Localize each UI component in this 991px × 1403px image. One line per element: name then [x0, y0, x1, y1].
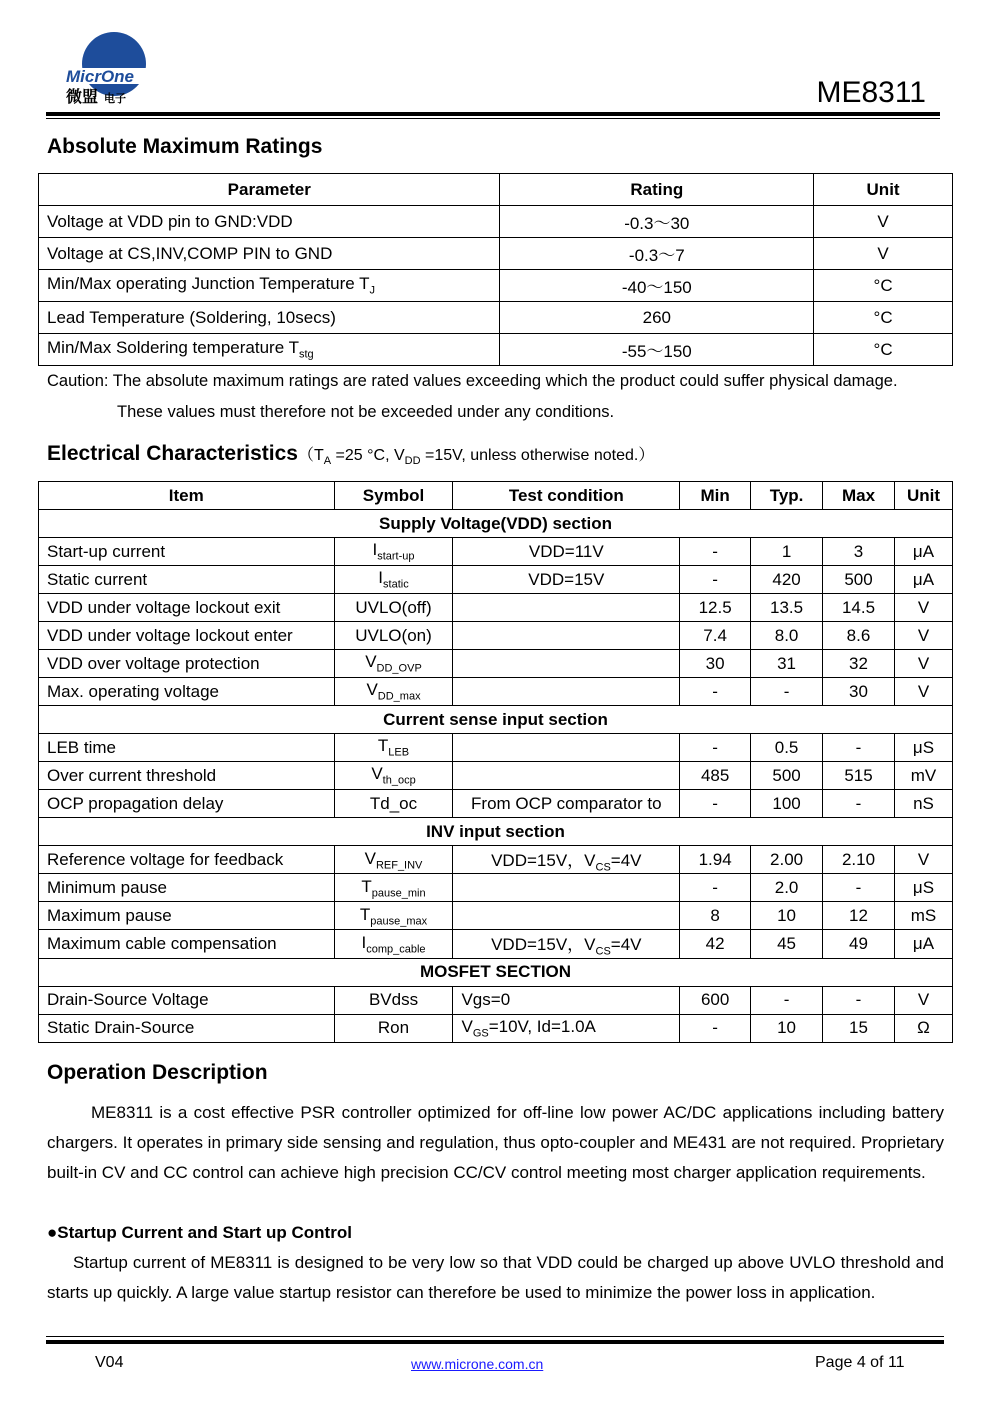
- ec-row: [39, 874, 953, 902]
- amr-parameter-cell: Min/Max Soldering temperature $T_{stg}$: [39, 334, 500, 366]
- ec-row: [39, 1014, 953, 1042]
- ec-typ-cell: 420: [751, 566, 823, 594]
- ec-title: [47, 442, 654, 467]
- ec-row: [39, 846, 953, 874]
- ec-item-cell: Maximum cable compensation: [39, 930, 335, 958]
- ec-unit-cell: μA: [894, 566, 952, 594]
- amr-rating-cell: -0.3～7: [500, 238, 814, 270]
- ec-section-row: [39, 510, 953, 538]
- ec-unit-cell: V: [894, 846, 952, 874]
- ec-min-cell: -: [680, 790, 751, 818]
- amr-header-row: [39, 174, 953, 206]
- ec-header-item: Item: [39, 482, 335, 510]
- ec-section-row: [39, 958, 953, 986]
- amr-parameter-cell: Voltage at CS,INV,COMP PIN to GND: [39, 238, 500, 270]
- ec-symbol-cell: Td_oc: [334, 790, 453, 818]
- svg-text:MicrOne: MicrOne: [66, 67, 135, 86]
- ec-max-cell: 500: [823, 566, 895, 594]
- amr-unit-cell: °C: [814, 334, 953, 366]
- ec-typ-cell: -: [751, 678, 823, 706]
- ec-min-cell: 42: [680, 930, 751, 958]
- ec-typ-cell: 13.5: [751, 594, 823, 622]
- ec-row: [39, 566, 953, 594]
- ec-row: [39, 594, 953, 622]
- ec-symbol-cell: UVLO(on): [334, 622, 453, 650]
- ec-section-title: Supply Voltage(VDD) section: [39, 510, 953, 538]
- ec-row: [39, 734, 953, 762]
- ec-item-cell: VDD under voltage lockout enter: [39, 622, 335, 650]
- amr-title: Absolute Maximum Ratings: [47, 135, 323, 158]
- ec-item-cell: VDD over voltage protection: [39, 650, 335, 678]
- ec-min-cell: -: [680, 1014, 751, 1042]
- ec-typ-cell: 500: [751, 762, 823, 790]
- ec-condition-cell: From OCP comparator to: [453, 790, 680, 818]
- caution-line-2: These values must therefore not be exceeded under any conditions.: [117, 403, 615, 421]
- ec-unit-cell: mS: [894, 902, 952, 930]
- ec-symbol-cell: $T_{pause\_max}$: [334, 902, 453, 930]
- footer-website-link[interactable]: www.microne.com.cn: [411, 1356, 544, 1372]
- ec-max-cell: 12: [823, 902, 895, 930]
- amr-rating-cell: -0.3～30: [500, 206, 814, 238]
- ec-row: [39, 538, 953, 566]
- ec-row: [39, 902, 953, 930]
- amr-header-unit: Unit: [814, 174, 953, 206]
- ec-typ-cell: 0.5: [751, 734, 823, 762]
- ec-section-row: [39, 706, 953, 734]
- ec-condition-cell: [453, 650, 680, 678]
- ec-section-title: INV input section: [39, 818, 953, 846]
- ec-condition-cell: VDD=15V: [453, 566, 680, 594]
- ec-item-cell: Maximum pause: [39, 902, 335, 930]
- amr-unit-cell: °C: [814, 302, 953, 334]
- ec-min-cell: -: [680, 874, 751, 902]
- ec-condition-cell: VDD=15V，$V_{CS}=4V$: [453, 930, 680, 958]
- ec-max-cell: 30: [823, 678, 895, 706]
- ec-symbol-cell: $I_{comp\_cable}$: [334, 930, 453, 958]
- ec-condition-cell: [453, 678, 680, 706]
- ec-min-cell: -: [680, 566, 751, 594]
- ec-condition-cell: [453, 902, 680, 930]
- ec-min-cell: 30: [680, 650, 751, 678]
- ec-item-cell: Start-up current: [39, 538, 335, 566]
- amr-row: [39, 238, 953, 270]
- ec-min-cell: 485: [680, 762, 751, 790]
- amr-rating-cell: -40～150: [500, 270, 814, 302]
- ec-row: [39, 762, 953, 790]
- ec-condition-cell: [453, 734, 680, 762]
- ec-unit-cell: V: [894, 594, 952, 622]
- ec-symbol-cell: $T_{pause\_min}$: [334, 874, 453, 902]
- amr-row: [39, 334, 953, 366]
- ec-header-max: Max: [823, 482, 895, 510]
- ec-max-cell: -: [823, 790, 895, 818]
- ec-max-cell: 3: [823, 538, 895, 566]
- ec-table: [38, 481, 953, 1043]
- op-paragraph-1: ME8311 is a cost effective PSR controller optimized for off-line low power AC/DC applications including battery chargers. It operates in primary side sensing and regulation, thus opto-coupler and ME431 are not required. Proprietary built-in CV and CC control can achieve high precision CC/CV control meeting most charger application requirements.: [47, 1103, 944, 1182]
- amr-table: [38, 173, 953, 366]
- ec-min-cell: 12.5: [680, 594, 751, 622]
- ec-condition-cell: [453, 594, 680, 622]
- ec-header-condition: Test condition: [453, 482, 680, 510]
- ec-typ-cell: 10: [751, 902, 823, 930]
- ec-title-text: Electrical Characteristics: [47, 442, 298, 465]
- ec-typ-cell: 10: [751, 1014, 823, 1042]
- page-header: [46, 28, 940, 120]
- header-rule-thin: [46, 118, 940, 119]
- op-paragraph-2: Startup current of ME8311 is designed to be very low so that VDD could be charged up above UVLO threshold and starts up quickly. A large value startup resistor can therefore be used to minimize the power loss in application.: [47, 1253, 944, 1302]
- ec-header-min: Min: [680, 482, 751, 510]
- svg-text:微盟: 微盟: [66, 87, 99, 106]
- amr-row: [39, 270, 953, 302]
- ec-item-cell: Max. operating voltage: [39, 678, 335, 706]
- ec-item-cell: Minimum pause: [39, 874, 335, 902]
- ec-condition-cell: $V_{GS}=10V$, Id=1.0A: [453, 1014, 680, 1042]
- ec-header-row: [39, 482, 953, 510]
- ec-header-typ: Typ.: [751, 482, 823, 510]
- ec-min-cell: 7.4: [680, 622, 751, 650]
- ec-min-cell: 600: [680, 986, 751, 1014]
- op-title: Operation Description: [47, 1061, 268, 1084]
- ec-max-cell: 49: [823, 930, 895, 958]
- amr-rating-cell: 260: [500, 302, 814, 334]
- ec-min-cell: 1.94: [680, 846, 751, 874]
- ec-typ-cell: 1: [751, 538, 823, 566]
- amr-header-rating: Rating: [500, 174, 814, 206]
- ec-symbol-cell: $V_{th\_ocp}$: [334, 762, 453, 790]
- ec-unit-cell: nS: [894, 790, 952, 818]
- ec-item-cell: VDD under voltage lockout exit: [39, 594, 335, 622]
- header-rule-thick: [46, 112, 940, 116]
- ec-item-cell: Over current threshold: [39, 762, 335, 790]
- ec-typ-cell: 100: [751, 790, 823, 818]
- ec-header-symbol: Symbol: [334, 482, 453, 510]
- microne-logo: [64, 30, 152, 106]
- ec-item-cell: OCP propagation delay: [39, 790, 335, 818]
- ec-header-unit: Unit: [894, 482, 952, 510]
- ec-row: [39, 790, 953, 818]
- ec-typ-cell: 8.0: [751, 622, 823, 650]
- amr-rating-cell: -55～150: [500, 334, 814, 366]
- ec-symbol-cell: $V_{DD\_max}$: [334, 678, 453, 706]
- ec-row: [39, 678, 953, 706]
- amr-row: [39, 302, 953, 334]
- ec-condition-cell: VDD=15V，$V_{CS}=4V$: [453, 846, 680, 874]
- ec-max-cell: 15: [823, 1014, 895, 1042]
- ec-symbol-cell: $V_{REF\_INV}$: [334, 846, 453, 874]
- ec-max-cell: -: [823, 986, 895, 1014]
- ec-min-cell: -: [680, 678, 751, 706]
- ec-max-cell: 32: [823, 650, 895, 678]
- caution-note: [47, 366, 898, 428]
- ec-symbol-cell: $I_{static}$: [334, 566, 453, 594]
- ec-item-cell: LEB time: [39, 734, 335, 762]
- ec-typ-cell: 2.0: [751, 874, 823, 902]
- footer-rule-thin: [46, 1336, 944, 1337]
- ec-unit-cell: V: [894, 650, 952, 678]
- ec-symbol-cell: UVLO(off): [334, 594, 453, 622]
- ec-unit-cell: μS: [894, 734, 952, 762]
- ec-row: [39, 650, 953, 678]
- ec-symbol-cell: $V_{DD\_OVP}$: [334, 650, 453, 678]
- startup-bullet-heading: ●Startup Current and Start up Control: [47, 1223, 352, 1242]
- ec-unit-cell: V: [894, 622, 952, 650]
- ec-item-cell: Static current: [39, 566, 335, 594]
- ec-condition-cell: [453, 622, 680, 650]
- ec-typ-cell: 2.00: [751, 846, 823, 874]
- ec-condition-cell: VDD=11V: [453, 538, 680, 566]
- amr-unit-cell: V: [814, 238, 953, 270]
- ec-max-cell: 8.6: [823, 622, 895, 650]
- footer-page-number: Page 4 of 11: [815, 1354, 905, 1371]
- ec-symbol-cell: $I_{start-up}$: [334, 538, 453, 566]
- ec-min-cell: -: [680, 734, 751, 762]
- ec-symbol-cell: Ron: [334, 1014, 453, 1042]
- ec-symbol-cell: BVdss: [334, 986, 453, 1014]
- ec-condition-cell: Vgs=0: [453, 986, 680, 1014]
- ec-condition-cell: [453, 874, 680, 902]
- ec-row: [39, 622, 953, 650]
- ec-item-cell: Drain-Source Voltage: [39, 986, 335, 1014]
- ec-symbol-cell: $T_{LEB}$: [334, 734, 453, 762]
- ec-section-title: Current sense input section: [39, 706, 953, 734]
- ec-row: [39, 986, 953, 1014]
- amr-row: [39, 206, 953, 238]
- ec-item-cell: Static Drain-Source: [39, 1014, 335, 1042]
- ec-typ-cell: 31: [751, 650, 823, 678]
- ec-unit-cell: V: [894, 986, 952, 1014]
- caution-line-1: Caution: The absolute maximum ratings are rated values exceeding which the product could suffer physical damage.: [47, 372, 898, 390]
- ec-unit-cell: μA: [894, 930, 952, 958]
- ec-max-cell: -: [823, 734, 895, 762]
- ec-row: [39, 930, 953, 958]
- amr-header-parameter: Parameter: [39, 174, 500, 206]
- footer-rule-thick: [46, 1340, 944, 1344]
- ec-max-cell: 14.5: [823, 594, 895, 622]
- ec-typ-cell: -: [751, 986, 823, 1014]
- amr-parameter-cell: Lead Temperature (Soldering, 10secs): [39, 302, 500, 334]
- footer-version: V04: [95, 1354, 124, 1371]
- ec-typ-cell: 45: [751, 930, 823, 958]
- ec-unit-cell: Ω: [894, 1014, 952, 1042]
- part-number: ME8311: [816, 76, 926, 109]
- ec-section-title: MOSFET SECTION: [39, 958, 953, 986]
- amr-parameter-cell: Min/Max operating Junction Temperature $T_J$: [39, 270, 500, 302]
- ec-unit-cell: V: [894, 678, 952, 706]
- ec-max-cell: 2.10: [823, 846, 895, 874]
- ec-conditions-note: （$T_A =25$ °C, $V_{DD} =15V$, unless otherwise noted.）: [297, 447, 655, 468]
- svg-text:电子: 电子: [104, 92, 126, 105]
- amr-parameter-cell: Voltage at VDD pin to GND:VDD: [39, 206, 500, 238]
- ec-max-cell: -: [823, 874, 895, 902]
- amr-unit-cell: °C: [814, 270, 953, 302]
- ec-item-cell: Reference voltage for feedback: [39, 846, 335, 874]
- amr-unit-cell: V: [814, 206, 953, 238]
- ec-section-row: [39, 818, 953, 846]
- ec-min-cell: -: [680, 538, 751, 566]
- ec-unit-cell: mV: [894, 762, 952, 790]
- ec-unit-cell: μS: [894, 874, 952, 902]
- ec-max-cell: 515: [823, 762, 895, 790]
- ec-condition-cell: [453, 762, 680, 790]
- ec-min-cell: 8: [680, 902, 751, 930]
- ec-unit-cell: μA: [894, 538, 952, 566]
